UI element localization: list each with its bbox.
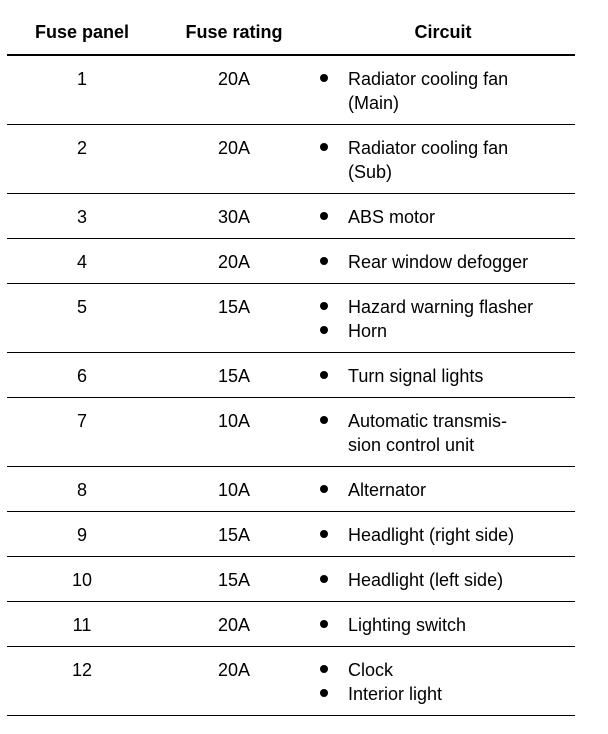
fuse-rating: 20A — [217, 660, 251, 680]
circuit-item — [312, 568, 575, 592]
header-circuit: Circuit — [414, 22, 472, 42]
circuit-list — [312, 295, 575, 343]
circuit-label: Interior light — [348, 684, 443, 704]
circuit-label: ABS motor — [348, 207, 436, 227]
circuit-label: Horn — [348, 321, 388, 341]
fuse-rating: 20A — [217, 252, 251, 272]
fuse-number: 7 — [76, 411, 87, 431]
header-fuse-panel: Fuse panel — [34, 22, 130, 42]
circuit-label: Clock — [348, 660, 394, 680]
circuit-label: Automatic transmis- sion control unit — [348, 411, 508, 455]
circuit-item — [312, 136, 575, 184]
table-row — [7, 194, 575, 239]
circuit-label: Lighting switch — [348, 615, 467, 635]
fuse-rating: 20A — [217, 69, 251, 89]
fuse-number: 5 — [76, 297, 87, 317]
fuse-number: 9 — [76, 525, 87, 545]
circuit-label: Radiator cooling fan (Main) — [348, 69, 509, 113]
header-fuse-rating: Fuse rating — [185, 22, 283, 42]
fuse-rating: 30A — [217, 207, 251, 227]
circuit-list — [312, 568, 575, 592]
circuit-list — [312, 136, 575, 184]
bullet-icon — [320, 302, 328, 310]
circuit-list — [312, 205, 575, 229]
fuse-rating: 15A — [217, 366, 251, 386]
circuit-label: Headlight (left side) — [348, 570, 504, 590]
circuit-item — [312, 319, 575, 343]
circuit-item — [312, 478, 575, 502]
fuse-number: 8 — [76, 480, 87, 500]
circuit-list — [312, 250, 575, 274]
table-row — [7, 239, 575, 284]
fuse-number: 10 — [71, 570, 93, 590]
fuse-rating: 15A — [217, 297, 251, 317]
circuit-list — [312, 523, 575, 547]
bullet-icon — [320, 689, 328, 697]
bullet-icon — [320, 620, 328, 628]
table-row — [7, 125, 575, 194]
table-row — [7, 512, 575, 557]
circuit-list — [312, 409, 575, 457]
circuit-item — [312, 364, 575, 388]
circuit-label: Rear window defogger — [348, 252, 529, 272]
fuse-table — [7, 7, 575, 716]
table-header — [7, 7, 575, 56]
table-row — [7, 353, 575, 398]
circuit-list — [312, 67, 575, 115]
fuse-number: 4 — [76, 252, 87, 272]
circuit-item — [312, 523, 575, 547]
circuit-list — [312, 658, 575, 706]
circuit-item — [312, 409, 575, 457]
bullet-icon — [320, 371, 328, 379]
fuse-number: 11 — [72, 615, 92, 635]
fuse-number: 1 — [76, 69, 87, 89]
circuit-label: Headlight (right side) — [348, 525, 515, 545]
circuit-label: Alternator — [348, 480, 427, 500]
circuit-label: Radiator cooling fan (Sub) — [348, 138, 509, 182]
fuse-rating: 20A — [217, 615, 251, 635]
circuit-label: Turn signal lights — [348, 366, 484, 386]
table-row — [7, 56, 575, 125]
circuit-list — [312, 478, 575, 502]
bullet-icon — [320, 665, 328, 673]
fuse-number: 2 — [76, 138, 87, 158]
table-row — [7, 602, 575, 647]
bullet-icon — [320, 530, 328, 538]
circuit-item — [312, 67, 575, 115]
bullet-icon — [320, 326, 328, 334]
bullet-icon — [320, 74, 328, 82]
fuse-number: 3 — [76, 207, 87, 227]
circuit-label: Hazard warning flasher — [348, 297, 534, 317]
table-row — [7, 557, 575, 602]
circuit-item — [312, 205, 575, 229]
bullet-icon — [320, 485, 328, 493]
circuit-list — [312, 613, 575, 637]
fuse-rating: 20A — [217, 138, 251, 158]
fuse-number: 6 — [76, 366, 87, 386]
fuse-rating: 10A — [217, 480, 251, 500]
fuse-rating: 15A — [217, 570, 251, 590]
fuse-rating: 10A — [217, 411, 251, 431]
circuit-item — [312, 682, 575, 706]
fuse-number: 12 — [71, 660, 93, 680]
bullet-icon — [320, 416, 328, 424]
circuit-item — [312, 250, 575, 274]
table-row — [7, 284, 575, 353]
circuit-item — [312, 613, 575, 637]
bullet-icon — [320, 575, 328, 583]
circuit-item — [312, 658, 575, 682]
circuit-list — [312, 364, 575, 388]
table-row — [7, 647, 575, 716]
bullet-icon — [320, 212, 328, 220]
table-row — [7, 467, 575, 512]
fuse-rating: 15A — [217, 525, 251, 545]
table-row — [7, 398, 575, 467]
circuit-item — [312, 295, 575, 319]
bullet-icon — [320, 257, 328, 265]
bullet-icon — [320, 143, 328, 151]
